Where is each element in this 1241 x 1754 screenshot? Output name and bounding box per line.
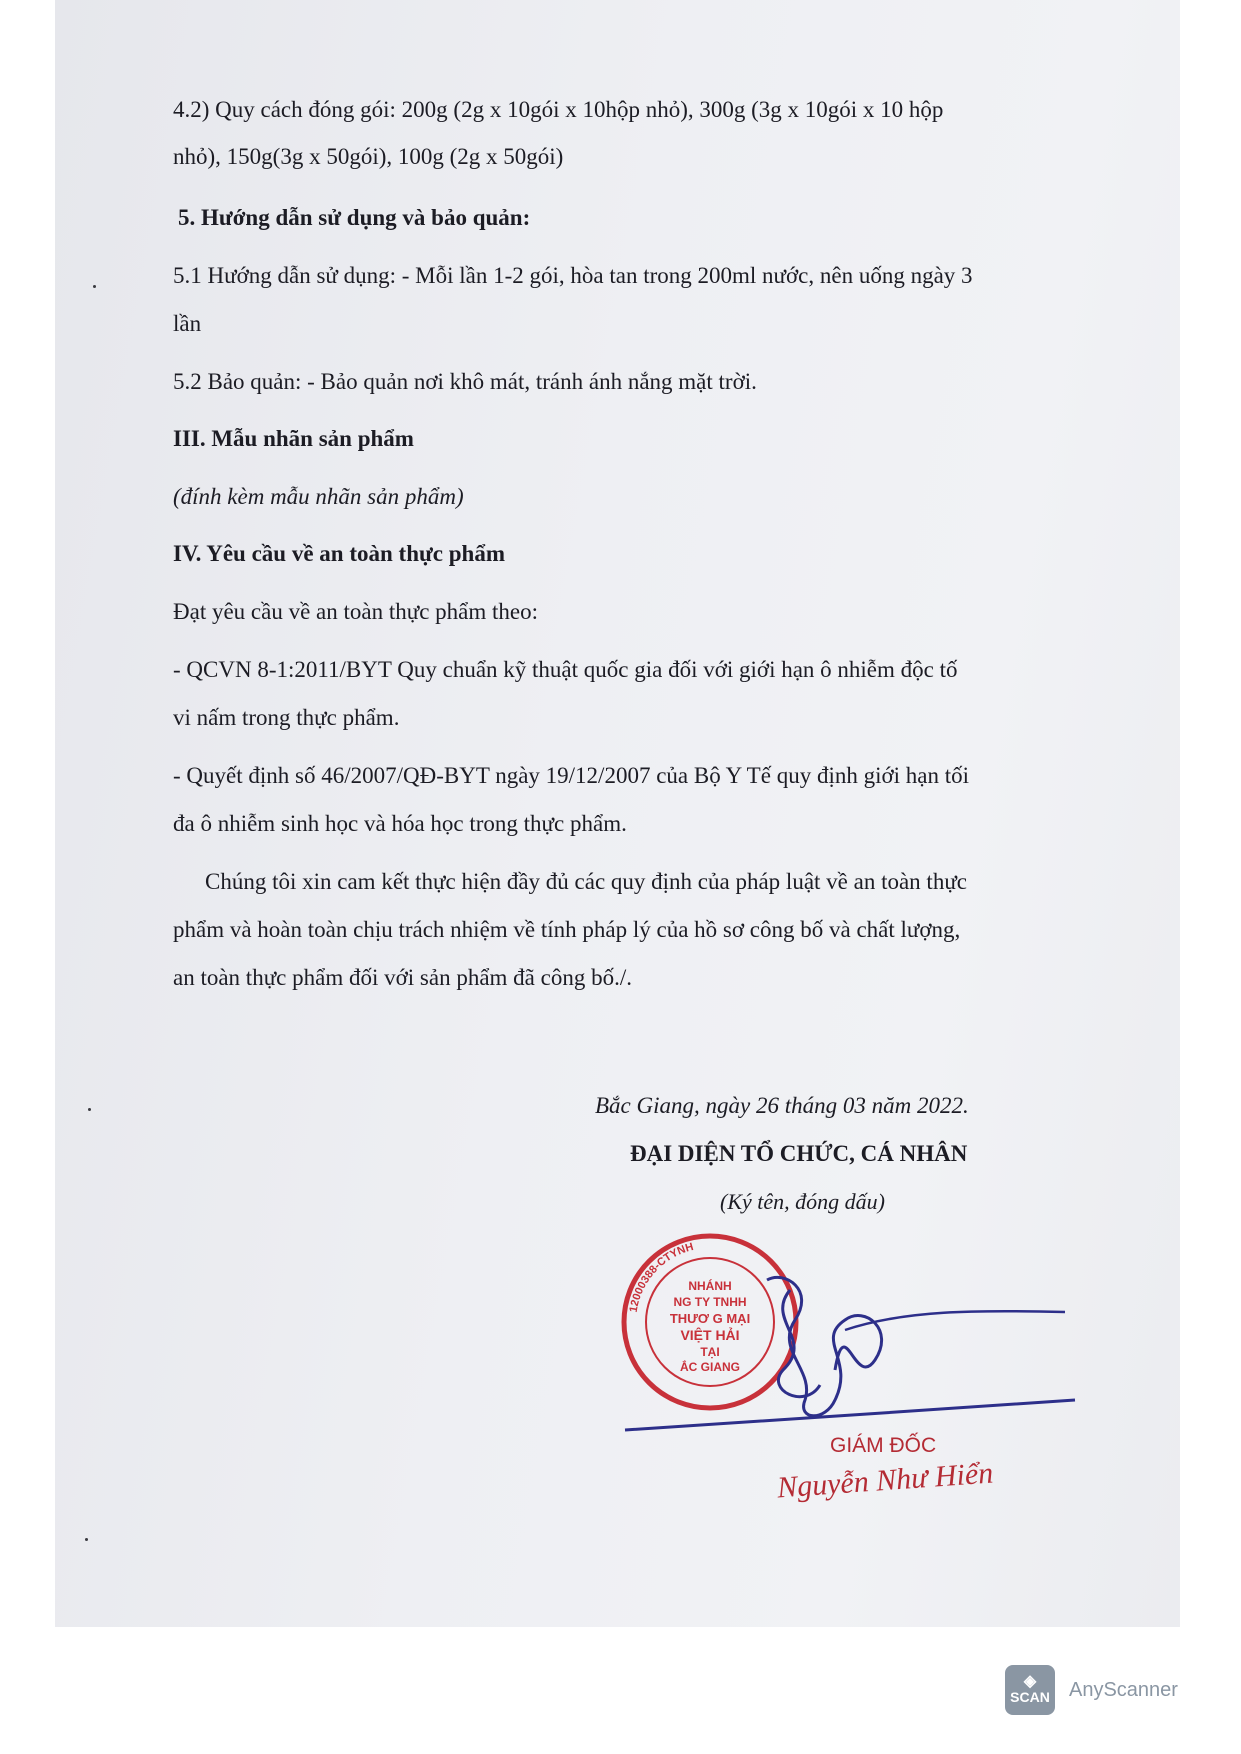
director-title: GIÁM ĐỐC xyxy=(830,1434,937,1457)
director-name: Nguyễn Như Hiển xyxy=(776,1456,995,1505)
scan-speck xyxy=(85,1538,88,1541)
usage-line-2: lần xyxy=(173,311,202,336)
scanner-watermark xyxy=(1005,1665,1178,1715)
packing-line-1: 4.2) Quy cách đóng gói: 200g (2g x 10gói x 10hộp nhỏ), 300g (3g x 10gói x 10 hộp xyxy=(173,97,944,122)
scanner-icon-label: SCAN xyxy=(1010,1689,1050,1705)
scanner-logo-icon: ◈ SCAN xyxy=(1005,1665,1055,1715)
regulation-1-line-1: - QCVN 8-1:2011/BYT Quy chuẩn kỹ thuật quốc gia đối với giới hạn ô nhiễm độc tố xyxy=(173,657,958,682)
seal-line-5: TẠI xyxy=(700,1345,720,1359)
regulation-1-line-2: vi nấm trong thực phẩm. xyxy=(173,705,400,730)
seal-line-2: NG TY TNHH xyxy=(673,1295,747,1309)
regulation-2-line-2: đa ô nhiễm sinh học và hóa học trong thực phẩm. xyxy=(173,811,627,836)
commitment-line-2: phẩm và hoàn toàn chịu trách nhiệm về tính pháp lý của hồ sơ công bố và chất lượng, xyxy=(173,917,961,942)
regulation-2-line-1: - Quyết định số 46/2007/QĐ-BYT ngày 19/12/2007 của Bộ Y Tế quy định giới hạn tối xyxy=(173,763,970,788)
heading-label-sample: III. Mẫu nhãn sản phẩm xyxy=(173,426,414,451)
scanner-app-name: AnyScanner xyxy=(1069,1678,1178,1701)
storage-line: 5.2 Bảo quản: - Bảo quản nơi khô mát, tránh ánh nắng mặt trời. xyxy=(173,369,757,394)
handwritten-signature xyxy=(615,1250,1085,1440)
seal-number: 12000388-CTYNH xyxy=(627,1240,695,1314)
seal-line-1: NHÁNH xyxy=(688,1279,732,1293)
signing-date: Bắc Giang, ngày 26 tháng 03 năm 2022. xyxy=(595,1093,969,1118)
heading-usage-storage: 5. Hướng dẫn sử dụng và bảo quản: xyxy=(178,205,531,230)
document-page xyxy=(55,0,1180,1627)
packing-line-2: nhỏ), 150g(3g x 50gói), 100g (2g x 50gói) xyxy=(173,144,564,169)
seal-line-3: THƯƠ G MẠI xyxy=(669,1311,751,1326)
commitment-line-1: Chúng tôi xin cam kết thực hiện đầy đủ các quy định của pháp luật về an toàn thực xyxy=(205,869,967,894)
scan-speck xyxy=(93,285,96,288)
scan-speck xyxy=(88,1108,91,1111)
commitment-line-3: an toàn thực phẩm đối với sản phẩm đã công bố./. xyxy=(173,965,632,990)
heading-food-safety: IV. Yêu cầu về an toàn thực phẩm xyxy=(173,541,506,566)
usage-line-1: 5.1 Hướng dẫn sử dụng: - Mỗi lần 1-2 gói, hòa tan trong 200ml nước, nên uống ngày 3 xyxy=(173,263,973,288)
representative-title: ĐẠI DIỆN TỔ CHỨC, CÁ NHÂN xyxy=(630,1141,968,1166)
sign-note: (Ký tên, đóng dấu) xyxy=(720,1189,885,1214)
seal-line-4: VIỆT HẢI xyxy=(680,1327,740,1343)
safety-intro: Đạt yêu cầu về an toàn thực phẩm theo: xyxy=(173,599,539,624)
label-sample-note: (đính kèm mẫu nhãn sản phẩm) xyxy=(173,484,464,509)
seal-line-6: ẮC GIANG xyxy=(680,1360,740,1374)
